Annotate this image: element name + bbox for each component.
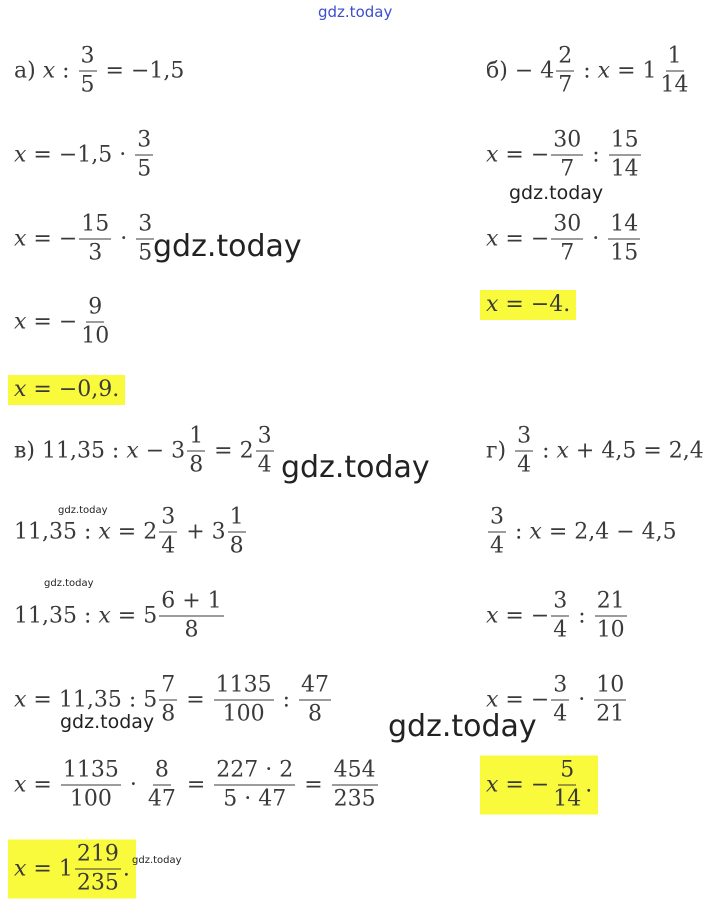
fraction bbox=[551, 588, 569, 643]
fraction-numerator: 1 bbox=[228, 507, 246, 533]
fraction bbox=[75, 841, 121, 896]
math-text: : bbox=[571, 603, 593, 628]
fraction-numerator: 1 bbox=[187, 426, 205, 452]
fraction-numerator: 3 bbox=[135, 130, 153, 156]
equation-line bbox=[14, 43, 185, 98]
fraction-denominator: 8 bbox=[229, 533, 244, 559]
math-text: + 4,5 = 2,4 bbox=[568, 438, 704, 463]
variable: x bbox=[98, 603, 111, 628]
variable: x bbox=[597, 58, 611, 83]
fraction bbox=[79, 211, 111, 266]
fraction-denominator: 4 bbox=[490, 533, 504, 559]
variable: x bbox=[486, 292, 499, 317]
fraction bbox=[556, 43, 574, 98]
fraction-denominator: 100 bbox=[222, 701, 265, 727]
answer-line bbox=[8, 840, 136, 899]
fraction-denominator: 8 bbox=[189, 452, 204, 478]
fraction-denominator: 5 bbox=[137, 156, 152, 182]
fraction-denominator: 3 bbox=[88, 240, 103, 266]
fraction-numerator: 9 bbox=[86, 297, 104, 323]
variable: x bbox=[14, 226, 27, 251]
math-text: : bbox=[585, 142, 607, 167]
fraction-numerator: 3 bbox=[488, 507, 506, 533]
math-text: : bbox=[508, 519, 530, 544]
math-text: = − bbox=[498, 142, 550, 167]
fraction-denominator: 47 bbox=[147, 786, 176, 812]
equation-line bbox=[486, 127, 643, 182]
fraction bbox=[135, 127, 153, 182]
math-text: · bbox=[585, 226, 607, 251]
variable: x bbox=[14, 377, 27, 402]
variable: x bbox=[556, 438, 569, 463]
math-text: : bbox=[275, 687, 298, 712]
math-text: + 3 bbox=[179, 519, 226, 544]
fraction bbox=[551, 127, 583, 182]
watermark: gdz.today bbox=[58, 505, 108, 516]
math-text: − 3 bbox=[138, 438, 186, 463]
variable: x bbox=[14, 856, 27, 881]
equation-line bbox=[14, 294, 113, 349]
fraction-denominator: 7 bbox=[560, 156, 575, 182]
fraction-denominator: 4 bbox=[161, 533, 176, 559]
watermark: gdz.today bbox=[388, 709, 537, 744]
math-text: · bbox=[113, 226, 135, 251]
math-text: . bbox=[585, 772, 593, 797]
fraction bbox=[488, 504, 506, 559]
variable: x bbox=[14, 142, 27, 167]
fraction-denominator: 10 bbox=[596, 617, 625, 643]
fraction-denominator: 5 · 47 bbox=[223, 786, 287, 812]
fraction bbox=[332, 757, 378, 812]
math-text: в) 11,35 : bbox=[14, 438, 127, 463]
fraction-denominator: 4 bbox=[553, 617, 568, 643]
math-text: = − bbox=[26, 226, 78, 251]
fraction-numerator: 15 bbox=[79, 214, 111, 240]
fraction-numerator: 3 bbox=[256, 426, 274, 452]
fraction bbox=[159, 672, 177, 727]
math-text: = 2 bbox=[207, 438, 254, 463]
watermark: gdz.today bbox=[153, 229, 302, 264]
fraction-numerator: 3 bbox=[515, 426, 533, 452]
fraction-numerator: 7 bbox=[159, 675, 177, 701]
fraction bbox=[551, 672, 569, 727]
watermark: gdz.today bbox=[60, 711, 155, 733]
fraction-denominator: 8 bbox=[184, 617, 199, 643]
fraction bbox=[214, 672, 274, 727]
fraction-denominator: 100 bbox=[69, 786, 112, 812]
fraction bbox=[79, 294, 111, 349]
math-text: г) bbox=[486, 438, 514, 463]
fraction-numerator: 3 bbox=[136, 214, 154, 240]
fraction-numerator: 2 bbox=[556, 46, 574, 72]
fraction-denominator: 14 bbox=[660, 72, 689, 98]
watermark: gdz.today bbox=[281, 450, 430, 485]
equation-line bbox=[14, 588, 226, 643]
answer-line bbox=[480, 290, 576, 320]
fraction bbox=[299, 672, 331, 727]
fraction-denominator: 4 bbox=[517, 452, 532, 478]
variable: x bbox=[126, 438, 139, 463]
fraction bbox=[594, 672, 626, 727]
math-text: = 2,4 − 4,5 bbox=[541, 519, 677, 544]
fraction-numerator: 6 + 1 bbox=[159, 591, 223, 617]
fraction bbox=[187, 423, 205, 478]
fraction bbox=[228, 504, 246, 559]
fraction bbox=[608, 211, 640, 266]
fraction-numerator: 3 bbox=[79, 46, 97, 72]
fraction-denominator: 21 bbox=[596, 701, 625, 727]
equation-line bbox=[486, 211, 642, 266]
equation-line bbox=[486, 43, 693, 98]
math-text: : bbox=[576, 58, 598, 83]
variable: x bbox=[98, 519, 111, 544]
fraction-numerator: 14 bbox=[608, 214, 640, 240]
math-text: · bbox=[122, 772, 144, 797]
variable: x bbox=[486, 142, 499, 167]
math-text: · bbox=[571, 687, 593, 712]
fraction bbox=[595, 588, 627, 643]
fraction bbox=[515, 423, 533, 478]
math-text: = − bbox=[498, 772, 550, 797]
variable: x bbox=[14, 687, 27, 712]
variable: x bbox=[486, 226, 499, 251]
fraction-numerator: 219 bbox=[75, 844, 121, 870]
fraction-numerator: 1135 bbox=[61, 760, 121, 786]
math-text: 11,35 : bbox=[14, 603, 99, 628]
math-text: = 1 bbox=[610, 58, 657, 83]
fraction-numerator: 10 bbox=[594, 675, 626, 701]
math-text: = − bbox=[498, 226, 550, 251]
fraction-numerator: 5 bbox=[558, 760, 576, 786]
math-text: = 1 bbox=[26, 856, 73, 881]
fraction-denominator: 15 bbox=[610, 240, 639, 266]
fraction bbox=[659, 43, 691, 98]
fraction-numerator: 30 bbox=[551, 214, 583, 240]
math-text: = −1,5 bbox=[98, 58, 185, 83]
math-text: = bbox=[179, 772, 213, 797]
variable: x bbox=[529, 519, 542, 544]
equation-line bbox=[14, 211, 156, 266]
answer-line bbox=[8, 375, 125, 405]
math-text: = −1,5 · bbox=[26, 142, 134, 167]
math-text: = bbox=[26, 772, 59, 797]
fraction-numerator: 30 bbox=[551, 130, 583, 156]
math-text: : bbox=[535, 438, 557, 463]
variable: x bbox=[486, 603, 499, 628]
fraction bbox=[551, 211, 583, 266]
watermark: gdz.today bbox=[132, 855, 182, 866]
equation-line bbox=[486, 588, 629, 643]
fraction bbox=[146, 757, 178, 812]
watermark: gdz.today bbox=[318, 3, 393, 21]
math-text: = bbox=[297, 772, 330, 797]
fraction-denominator: 14 bbox=[610, 156, 639, 182]
equation-line bbox=[14, 504, 248, 559]
fraction-numerator: 3 bbox=[551, 591, 569, 617]
math-text: б) − 4 bbox=[486, 58, 555, 83]
fraction-denominator: 7 bbox=[560, 240, 575, 266]
fraction-denominator: 14 bbox=[553, 786, 582, 812]
fraction-numerator: 1 bbox=[666, 46, 684, 72]
fraction-denominator: 235 bbox=[333, 786, 376, 812]
equation-line bbox=[486, 504, 677, 559]
math-text: = − bbox=[26, 309, 78, 334]
fraction bbox=[609, 127, 641, 182]
fraction-denominator: 7 bbox=[558, 72, 573, 98]
math-text: . bbox=[122, 856, 130, 881]
fraction bbox=[79, 43, 97, 98]
fraction bbox=[159, 504, 177, 559]
math-text: = − bbox=[498, 687, 550, 712]
math-text: = −4. bbox=[498, 292, 571, 317]
math-text: а) bbox=[14, 58, 43, 83]
math-text: = 11,35 : 5 bbox=[26, 687, 158, 712]
fraction-numerator: 15 bbox=[609, 130, 641, 156]
variable: x bbox=[42, 58, 56, 83]
equation-line bbox=[14, 127, 155, 182]
fraction-numerator: 1135 bbox=[214, 675, 274, 701]
fraction-numerator: 21 bbox=[595, 591, 627, 617]
math-text: = 2 bbox=[110, 519, 158, 544]
fraction-numerator: 454 bbox=[332, 760, 378, 786]
math-text: = −0,9. bbox=[26, 377, 120, 402]
equation-line bbox=[486, 423, 704, 478]
fraction-denominator: 10 bbox=[81, 323, 110, 349]
fraction bbox=[61, 757, 121, 812]
fraction-numerator: 47 bbox=[299, 675, 331, 701]
variable: x bbox=[14, 772, 27, 797]
fraction-denominator: 4 bbox=[257, 452, 272, 478]
fraction bbox=[551, 757, 583, 812]
math-text: 11,35 : bbox=[14, 519, 99, 544]
fraction-denominator: 5 bbox=[138, 240, 153, 266]
equation-line bbox=[14, 757, 380, 812]
answer-line bbox=[480, 756, 598, 815]
fraction-numerator: 3 bbox=[159, 507, 177, 533]
fraction-denominator: 235 bbox=[76, 870, 119, 896]
equation-line bbox=[14, 423, 276, 478]
fraction-denominator: 8 bbox=[161, 701, 176, 727]
fraction-denominator: 4 bbox=[553, 701, 568, 727]
fraction bbox=[159, 588, 223, 643]
fraction-denominator: 8 bbox=[308, 701, 323, 727]
variable: x bbox=[14, 309, 27, 334]
watermark: gdz.today bbox=[44, 578, 94, 589]
fraction-numerator: 8 bbox=[153, 760, 171, 786]
fraction bbox=[136, 211, 154, 266]
math-text: = bbox=[179, 687, 212, 712]
fraction-denominator: 5 bbox=[80, 72, 95, 98]
variable: x bbox=[486, 687, 499, 712]
watermark: gdz.today bbox=[509, 182, 604, 204]
math-text: = 5 bbox=[110, 603, 158, 628]
math-text: : bbox=[55, 58, 77, 83]
fraction-numerator: 227 · 2 bbox=[214, 760, 295, 786]
math-text: = − bbox=[498, 603, 550, 628]
fraction bbox=[256, 423, 274, 478]
fraction bbox=[214, 757, 295, 812]
variable: x bbox=[486, 772, 499, 797]
fraction-numerator: 3 bbox=[551, 675, 569, 701]
